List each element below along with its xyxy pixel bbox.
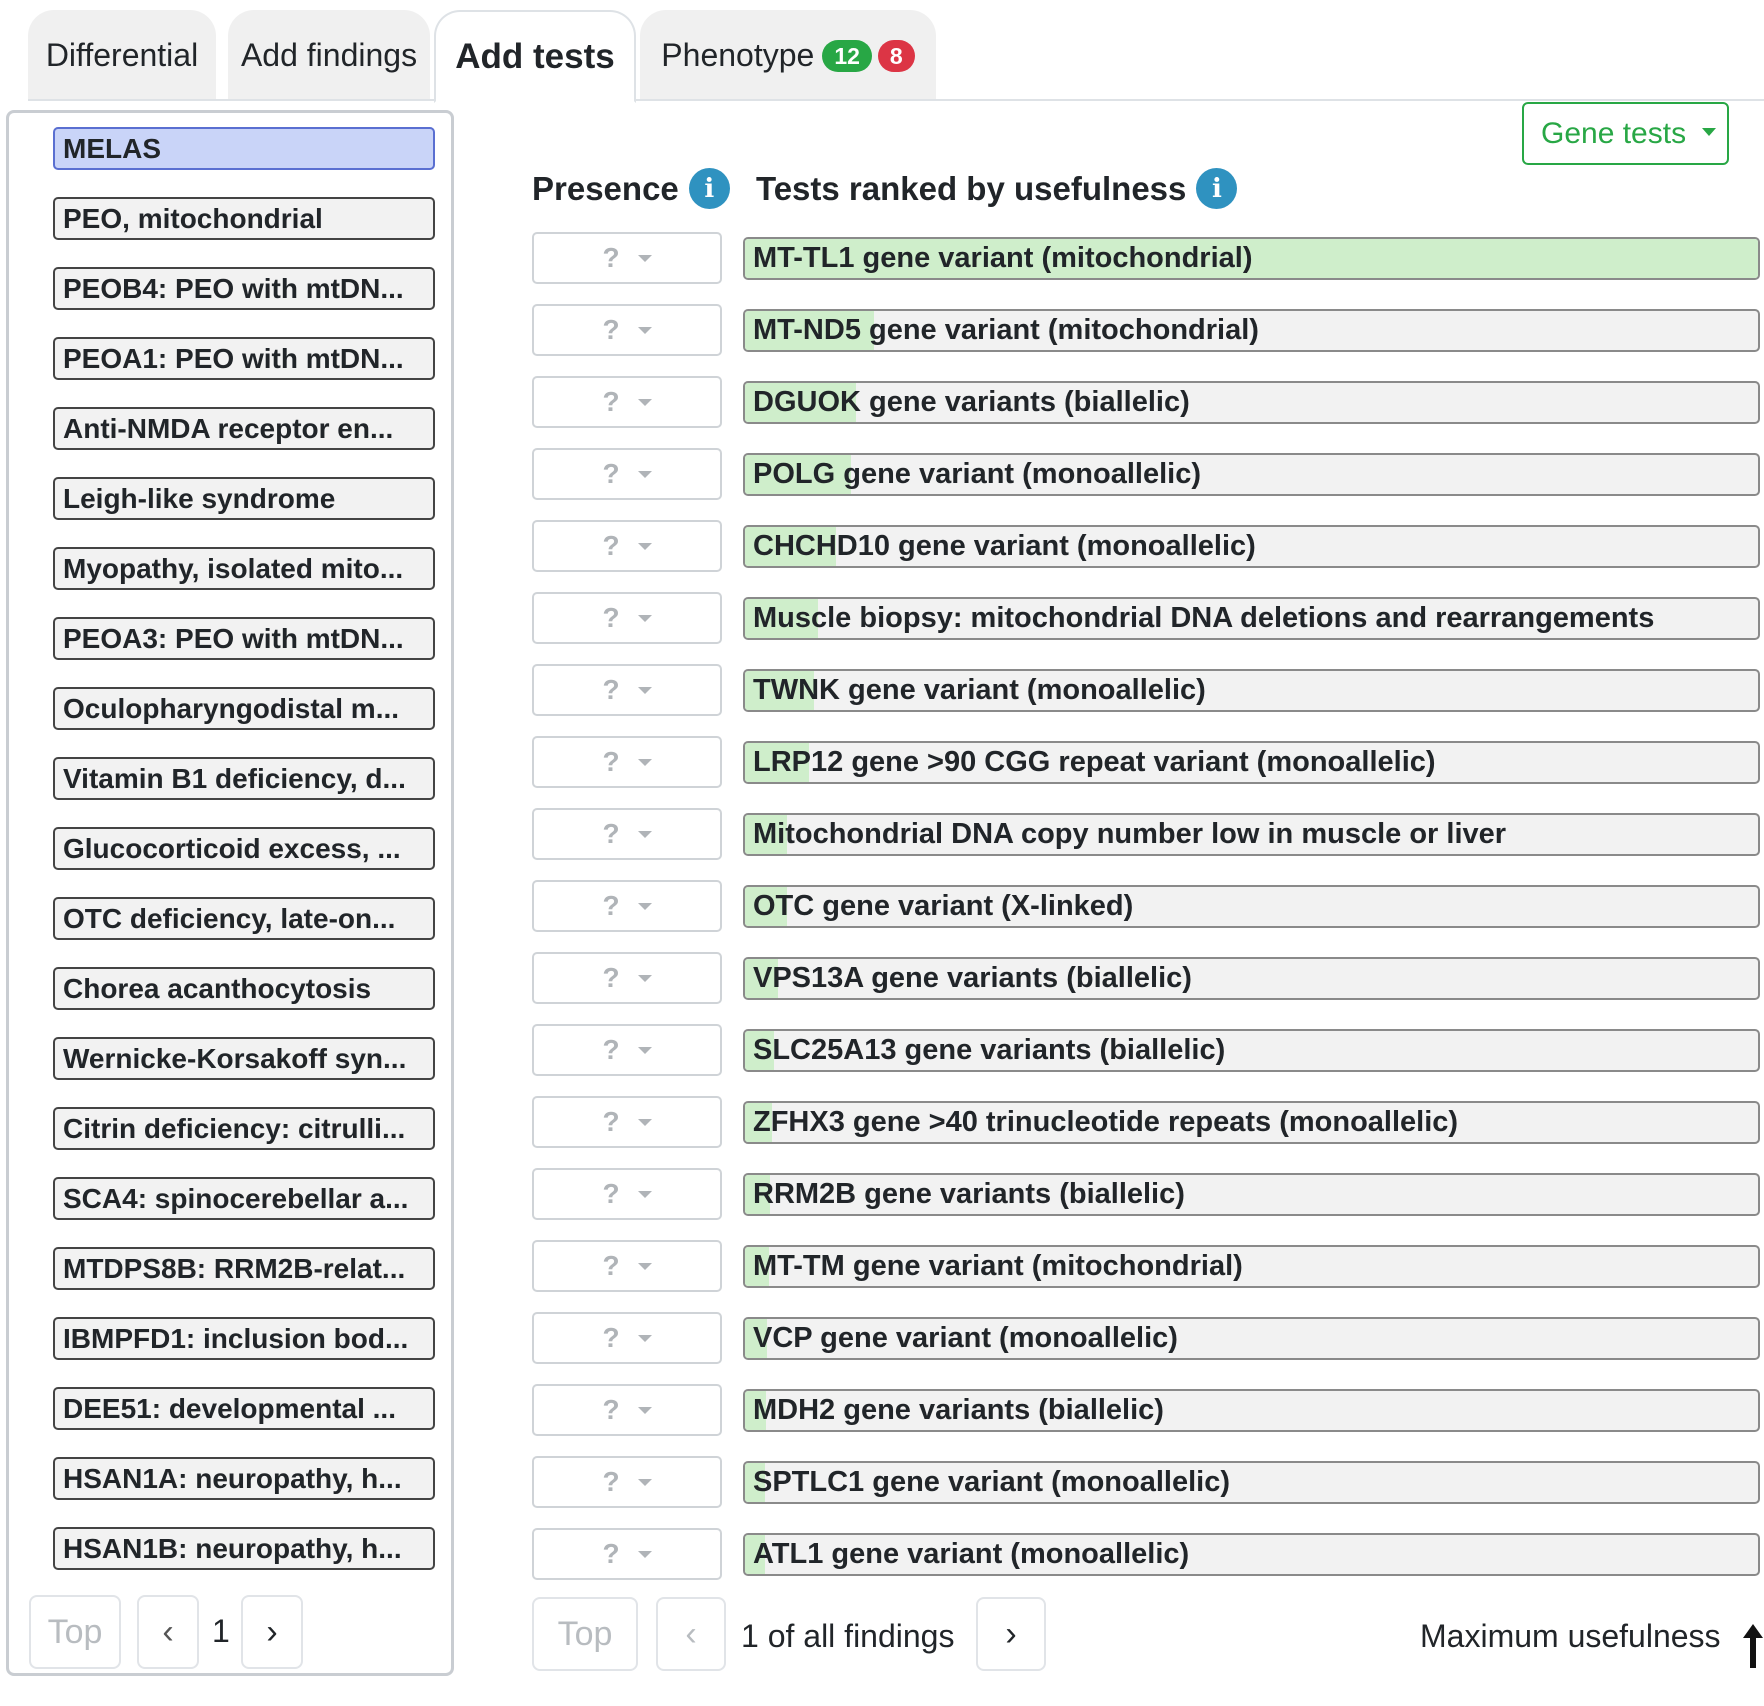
test-label: MT-TL1 gene variant (mitochondrial) <box>753 242 1253 274</box>
presence-select[interactable] <box>532 1384 722 1436</box>
test-label: MDH2 gene variants (biallelic) <box>753 1394 1164 1426</box>
presence-select[interactable] <box>532 1240 722 1292</box>
chevron-down-icon <box>638 255 652 262</box>
chevron-down-icon <box>638 903 652 910</box>
presence-select[interactable] <box>532 664 722 716</box>
presence-value: ? <box>602 1178 620 1209</box>
test-label: Mitochondrial DNA copy number low in muscle or liver <box>753 818 1507 850</box>
test-label: LRP12 gene >90 CGG repeat variant (monoallelic) <box>753 746 1436 778</box>
test-row <box>532 520 1762 572</box>
presence-value: ? <box>602 818 620 849</box>
presence-value: ? <box>602 1538 620 1569</box>
info-icon[interactable]: i <box>689 168 730 209</box>
test-label: TWNK gene variant (monoallelic) <box>753 674 1206 706</box>
test-item[interactable] <box>743 1101 1760 1144</box>
differential-item[interactable]: Vitamin B1 deficiency, d... <box>53 757 435 800</box>
test-label: ZFHX3 gene >40 trinucleotide repeats (monoallelic) <box>753 1106 1459 1138</box>
chevron-down-icon <box>638 615 652 622</box>
differential-item[interactable]: Anti-NMDA receptor en... <box>53 407 435 450</box>
top-label: Top <box>557 1614 613 1653</box>
gene-tests-dropdown[interactable] <box>1522 102 1729 165</box>
differential-item[interactable]: Wernicke-Korsakoff syn... <box>53 1037 435 1080</box>
differential-item[interactable]: HSAN1A: neuropathy, h... <box>53 1457 435 1500</box>
test-item[interactable] <box>743 453 1760 496</box>
test-item[interactable] <box>743 381 1760 424</box>
test-row <box>532 1384 1762 1436</box>
chevron-left-icon: ‹ <box>685 1614 697 1653</box>
test-label: VPS13A gene variants (biallelic) <box>753 962 1192 994</box>
gene-tests-label: Gene tests <box>1541 116 1687 150</box>
test-row <box>532 1096 1762 1148</box>
tests-list <box>532 232 1762 1600</box>
test-label: ATL1 gene variant (monoallelic) <box>753 1538 1190 1570</box>
test-item[interactable] <box>743 957 1760 1000</box>
test-item[interactable] <box>743 813 1760 856</box>
presence-value: ? <box>602 890 620 921</box>
tab-label: Add tests <box>455 36 615 76</box>
test-label: VCP gene variant (monoallelic) <box>753 1322 1178 1354</box>
presence-select[interactable] <box>532 592 722 644</box>
presence-select[interactable] <box>532 448 722 500</box>
differential-item[interactable]: Leigh-like syndrome <box>53 477 435 520</box>
presence-value: ? <box>602 314 620 345</box>
chevron-down-icon <box>638 1407 652 1414</box>
test-item[interactable] <box>743 1461 1760 1504</box>
differential-next-button[interactable] <box>241 1595 303 1669</box>
differential-item[interactable]: IBMPFD1: inclusion bod... <box>53 1317 435 1360</box>
test-label: Muscle biopsy: mitochondrial DNA deletions and rearrangements <box>753 602 1655 634</box>
tests-prev-button[interactable] <box>656 1597 726 1671</box>
differential-page-number: 1 <box>212 1613 230 1649</box>
chevron-down-icon <box>638 327 652 334</box>
test-item[interactable] <box>743 669 1760 712</box>
test-row <box>532 1024 1762 1076</box>
test-item[interactable] <box>743 1533 1760 1576</box>
differential-item[interactable]: Myopathy, isolated mito... <box>53 547 435 590</box>
differential-item[interactable]: PEO, mitochondrial <box>53 197 435 240</box>
differential-item[interactable]: OTC deficiency, late-on... <box>53 897 435 940</box>
presence-select[interactable] <box>532 304 722 356</box>
test-label: SLC25A13 gene variants (biallelic) <box>753 1034 1226 1066</box>
differential-item[interactable]: DEE51: developmental ... <box>53 1387 435 1430</box>
differential-item[interactable]: PEOB4: PEO with mtDN... <box>53 267 435 310</box>
sort-label: Maximum usefulness <box>1420 1618 1721 1654</box>
tab-bar <box>28 10 1764 101</box>
presence-value: ? <box>602 458 620 489</box>
arrow-up-icon[interactable] <box>1743 1624 1763 1668</box>
presence-value: ? <box>602 242 620 273</box>
tests-top-button[interactable] <box>532 1597 638 1671</box>
info-icon[interactable]: i <box>1196 168 1237 209</box>
presence-value: ? <box>602 1034 620 1065</box>
presence-value: ? <box>602 1250 620 1281</box>
presence-select[interactable] <box>532 1456 722 1508</box>
test-row <box>532 1456 1762 1508</box>
presence-select[interactable] <box>532 736 722 788</box>
test-label: POLG gene variant (monoallelic) <box>753 458 1201 490</box>
test-label: MT-TM gene variant (mitochondrial) <box>753 1250 1243 1282</box>
tests-next-button[interactable] <box>976 1597 1046 1671</box>
differential-item[interactable]: HSAN1B: neuropathy, h... <box>53 1527 435 1570</box>
test-item[interactable] <box>743 1029 1760 1072</box>
presence-value: ? <box>602 1322 620 1353</box>
chevron-right-icon: › <box>1005 1614 1017 1653</box>
chevron-down-icon <box>638 399 652 406</box>
test-label: MT-ND5 gene variant (mitochondrial) <box>753 314 1259 346</box>
chevron-down-icon <box>638 543 652 550</box>
differential-item[interactable]: PEOA1: PEO with mtDN... <box>53 337 435 380</box>
chevron-down-icon <box>638 1263 652 1270</box>
test-row <box>532 1168 1762 1220</box>
differential-item[interactable]: MELAS <box>53 127 435 170</box>
test-row <box>532 376 1762 428</box>
tab-label: Phenotype <box>661 37 815 73</box>
test-row <box>532 952 1762 1004</box>
test-row <box>532 448 1762 500</box>
presence-header-label: Presence <box>532 169 679 207</box>
test-label: CHCHD10 gene variant (monoallelic) <box>753 530 1256 562</box>
test-label: DGUOK gene variants (biallelic) <box>753 386 1190 418</box>
presence-select[interactable] <box>532 1024 722 1076</box>
chevron-down-icon <box>638 471 652 478</box>
absent-count-badge: 8 <box>878 40 915 72</box>
test-item[interactable] <box>743 597 1760 640</box>
presence-select[interactable] <box>532 1528 722 1580</box>
presence-select[interactable] <box>532 808 722 860</box>
presence-select[interactable] <box>532 232 722 284</box>
presence-value: ? <box>602 962 620 993</box>
tab-phenotype[interactable] <box>640 10 936 101</box>
test-item[interactable] <box>743 1173 1760 1216</box>
chevron-down-icon <box>1702 128 1716 136</box>
tab-label: Add findings <box>240 37 418 73</box>
chevron-down-icon <box>638 1191 652 1198</box>
differential-item[interactable]: PEOA3: PEO with mtDN... <box>53 617 435 660</box>
tab-add-tests[interactable] <box>434 10 636 103</box>
chevron-down-icon <box>638 1551 652 1558</box>
test-item[interactable] <box>743 1245 1760 1288</box>
presence-value: ? <box>602 386 620 417</box>
chevron-down-icon <box>638 1047 652 1054</box>
differential-prev-button[interactable] <box>137 1595 199 1669</box>
chevron-down-icon <box>638 975 652 982</box>
presence-value: ? <box>602 602 620 633</box>
chevron-down-icon <box>638 831 652 838</box>
test-row <box>532 808 1762 860</box>
test-item[interactable] <box>743 1389 1760 1432</box>
tab-add-findings[interactable] <box>228 10 430 101</box>
presence-select[interactable] <box>532 952 722 1004</box>
test-row <box>532 736 1762 788</box>
chevron-right-icon: › <box>266 1612 278 1651</box>
present-count-badge: 12 <box>822 40 872 72</box>
presence-select[interactable] <box>532 1168 722 1220</box>
test-row <box>532 664 1762 716</box>
chevron-down-icon <box>638 1335 652 1342</box>
test-row <box>532 1240 1762 1292</box>
presence-value: ? <box>602 1106 620 1137</box>
test-item[interactable] <box>743 885 1760 928</box>
differential-item[interactable]: Oculopharyngodistal m... <box>53 687 435 730</box>
differential-top-button[interactable] <box>29 1595 121 1669</box>
differential-list <box>53 127 435 1597</box>
tab-differential[interactable] <box>28 10 216 101</box>
test-row <box>532 232 1762 284</box>
test-item[interactable] <box>743 309 1760 352</box>
chevron-down-icon <box>638 1479 652 1486</box>
chevron-left-icon: ‹ <box>162 1612 174 1651</box>
presence-select[interactable] <box>532 376 722 428</box>
test-label: SPTLC1 gene variant (monoallelic) <box>753 1466 1230 1498</box>
presence-select[interactable] <box>532 520 722 572</box>
test-item[interactable] <box>743 1317 1760 1360</box>
test-row <box>532 304 1762 356</box>
differential-item[interactable]: Citrin deficiency: citrulli... <box>53 1107 435 1150</box>
presence-select[interactable] <box>532 880 722 932</box>
presence-value: ? <box>602 1466 620 1497</box>
tests-header <box>756 168 1237 209</box>
presence-value: ? <box>602 530 620 561</box>
tests-header-label: Tests ranked by usefulness <box>756 169 1187 207</box>
top-label: Top <box>47 1612 103 1651</box>
presence-header <box>532 168 730 209</box>
test-item[interactable] <box>743 525 1760 568</box>
test-label: RRM2B gene variants (biallelic) <box>753 1178 1185 1210</box>
differential-item[interactable]: SCA4: spinocerebellar a... <box>53 1177 435 1220</box>
presence-value: ? <box>602 1394 620 1425</box>
presence-select[interactable] <box>532 1096 722 1148</box>
chevron-down-icon <box>638 1119 652 1126</box>
chevron-down-icon <box>638 687 652 694</box>
presence-select[interactable] <box>532 1312 722 1364</box>
test-row <box>532 1528 1762 1580</box>
test-row <box>532 1312 1762 1364</box>
test-label: OTC gene variant (X-linked) <box>753 890 1134 922</box>
differential-panel <box>6 110 454 1676</box>
differential-item[interactable]: Chorea acanthocytosis <box>53 967 435 1010</box>
presence-value: ? <box>602 746 620 777</box>
tab-label: Differential <box>45 37 199 73</box>
test-row <box>532 592 1762 644</box>
differential-item[interactable]: MTDPS8B: RRM2B-relat... <box>53 1247 435 1290</box>
test-item[interactable] <box>743 237 1760 280</box>
differential-item[interactable]: Glucocorticoid excess, ... <box>53 827 435 870</box>
test-item[interactable] <box>743 741 1760 784</box>
chevron-down-icon <box>638 759 652 766</box>
test-row <box>532 880 1762 932</box>
presence-value: ? <box>602 674 620 705</box>
tests-page-status: 1 of all findings <box>741 1618 955 1654</box>
